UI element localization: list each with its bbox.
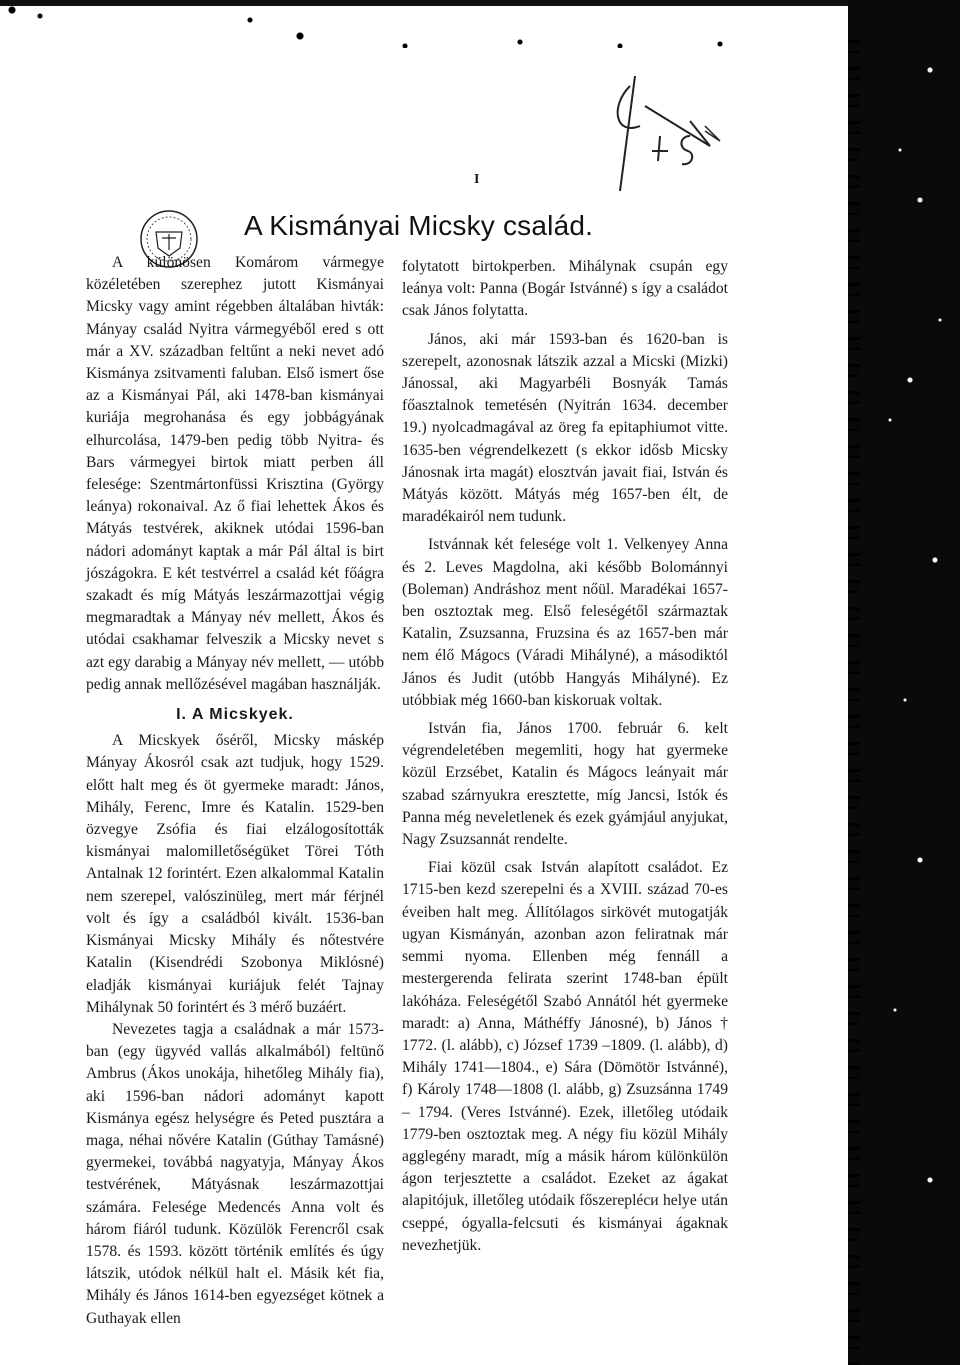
page-number: I — [474, 172, 480, 187]
paragraph: Nevezetes tagja a családnak a már 1573-ban (egy ügyvéd vallás alkalmából) feltünő Ambrus (Ákos unokája, hihetőleg Mihály fia), aki 1596-ban nádori adományt kapott Kismánya egész helységre és Peted pusztára a maga, néhai nővére Katalin (Gúthay Tamásné) gyermekei, továbbá nagyatyja, Mányay Ákos testvérének, Mátyásnak leszármazottjai számára. Felesége Medencés Anna volt és három fiáról tudunk. Közülök Ferencről csak 1578. és 1593. között történik említés és úgy látszik, utódok nélkül halt el. Másik két fia, Mihály és János 1614-ben egyezséget kötnek a Guthayak ellen — [86, 1020, 384, 1327]
scan-page-edge — [848, 40, 860, 1365]
handwritten-note-icon — [600, 66, 740, 196]
scan-noise-right — [860, 0, 960, 1365]
paragraph: folytatott birtokperben. Mihálynak csupán egy leánya volt: Panna (Bogár Istvánné) s így a családot csak János folytatta. — [402, 258, 728, 320]
paragraph: Fiai közül csak István alapított családot. Ez 1715-ben kezd szerepelni és a XVIII. század 70-es éveiben halt meg. Állítólagos sirkövét mutogatják ugyan Kismányán, azonban azon feliratnak már semmi nyoma. Ellenben még fennáll a mestergerenda felirata szerint 1748-ban épült lakóháza. Feleségétől Szabó Annától hét gyermeke maradt: a) Anna, Máthéffy Jánosné), b) János † 1772. (l. alább), c) József 1739 –1809. (l. alább), d) Mihály 1741—1804., e) Sára (Dömötör Istvánné), f) Károly 1748—1808 (l. alább, g) Zsuzsánna 1749 – 1794. (Veres Istvánné). Ezek, illetőleg utódaik 1779-ben osztoztak meg. A négy fiu közül Mihály agglegény maradt, míg a másik három különkülön ágon terjesztette a családot. Ezeket az ágakat alapitójuk, illetőleg utódaik főszerepléси helye után cseppé, ógyalla-felcsuti és kismányai ágaknak nevezhetjük. — [402, 859, 728, 1254]
paragraph: A Micskyek őséről, Micsky máskép Mányay Ákosról csak azt tudjuk, hogy 1529. előtt halt meg és öt gyermeke maradt: János, Mihály, Ferenc, Imre és Katalin. 1529-ben özvegye Zsófia és fiai elzálogosították kismányai malomilletőségüket Törei Tóth Antalnak 12 forintért. Ezen alkalommal Katalin nem szerepel, valószinüleg, mert már férjnél volt és így a családból kivált. 1536-ban Kismányai Micsky Mihály és nőtestvére Katalin (Kisendrédi Szobonya Miklósné) eladják kismányai kuriájuk felét Tajnay Mihálynak 50 forintért és 3 mérő buzáért. — [86, 732, 384, 1016]
paragraph: János, aki már 1593-ban és 1620-ban is szerepelt, azonosnak látszik azzal a Micski (Mizki) Jánossal, aki Magyarbéli Bosnyák Tamás főasztalnok temetésén (Nyitrán 1634. december 19.) nyolcadmagával az öreg fa epitaphiumot vitte. 1635-ben végrendelkezett (s ekkor idősb Micsky Jánosnak irta magát) elosztván javait fiai, István és Mátyás között. Mátyás még 1657-ben élt, de maradékairól nem tudunk. — [402, 330, 728, 526]
left-column — [86, 252, 384, 1330]
section-heading: I. A Micskyek. — [176, 706, 294, 724]
page-title: A Kismányai Micsky család. — [244, 210, 594, 241]
paragraph: Istvánnak két felesége volt 1. Velkenyey Anna és 2. Leves Magdolna, aki később Bolománnyi (Boleman) Andráshoz ment nőül. Maradékai 1657-ben osztoztak meg. Első feleségétől származtak Katalin, Zsuzsanna, Fruzsina és az 1657-ben már nem élő Mágocs (Váradi Mihályné), a másodiktól János és Judit (utóbb Hangyás Mihályné). Ez utóbbiak még 1660-ban kiskoruak voltak. — [402, 536, 728, 709]
right-column — [402, 256, 728, 1257]
paragraph: István fia, János 1700. február 6. kelt végrendeletében megemliti, hogy hat gyermeke közül Erzsébet, Katalin és Mágocs leányait már szabad szárnyukra eresztette, míg Jancsi, Istók és Panna még neveletlenek és ezek gyámjául anyjukat, Nagy Zsuzsannát rendelte. — [402, 720, 728, 849]
scan-noise-top — [0, 6, 860, 48]
paragraph: A különösen Komárom vármegye közéletében szerephez jutott Kismányai Micsky vagy amint régebben általában hivták: Mányay család Nyitra vármegyéből ered s ott már a XV. században feltűnt a neki nevet adó Kismánya zsitvamenti faluban. Első ismert őse az a Kismányai Pál, aki 1478-ban kismányai kuriája megrohanása és egy jobbágyának elhurcolása, 1479-ben pedig több Nyitra- és Bars vármegyei birtok miatt perben áll felesége: Szentmártonfüssi Krisztina (György leánya) rokonaival. Az ő fiai lehettek Ákos és Mátyás testvérek, akiknek utódai 1596-ban nádori adományt kaptak a már Pál által is birt jószágokra. E két testvérrel a család két főágra szakadt és míg Mátyás leszármazottjai végig megmaradtak a Mányay név mellett, Ákos és utódai csakhamar felveszik a Micsky nevet s azt egy darabig a Mányay név mellett, — utóbb pedig annak mellőzésével magában használják. — [86, 254, 384, 693]
